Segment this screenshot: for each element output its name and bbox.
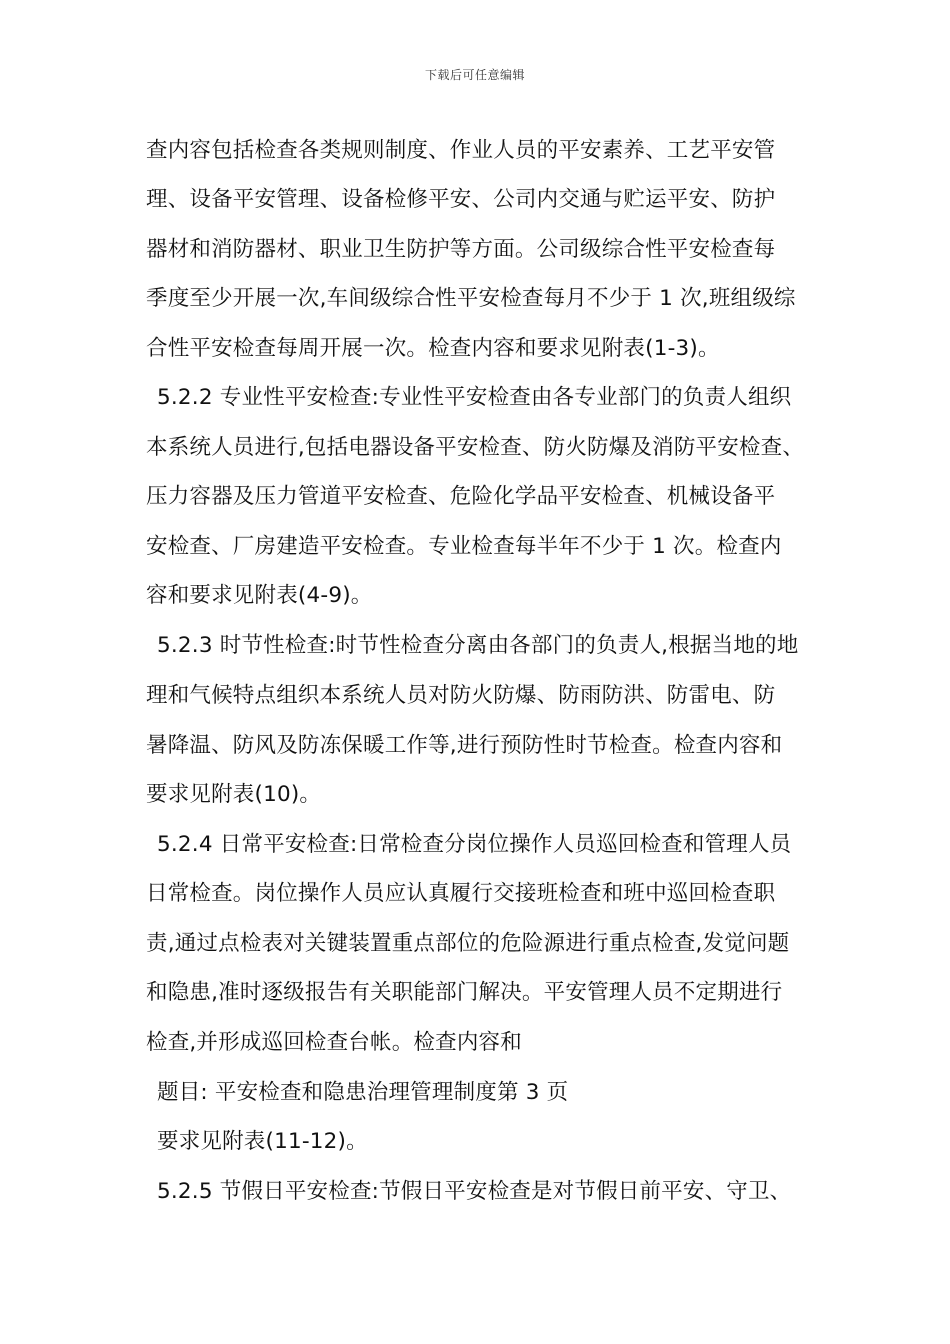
text-line: 器材和消防器材、职业卫生防护等方面。公司级综合性平安检查每 bbox=[146, 237, 776, 262]
page-title-footer: 题目: 平安检查和隐患治理管理制度第 3 页 bbox=[157, 1080, 569, 1105]
section-heading-5-2-4: 5.2.4 日常平安检查:日常检查分岗位操作人员巡回检查和管理人员 bbox=[157, 832, 792, 857]
section-heading-5-2-3: 5.2.3 时节性检查:时节性检查分离由各部门的负责人,根据当地的地 bbox=[157, 633, 799, 658]
text-line: 查内容包括检查各类规则制度、作业人员的平安素养、工艺平安管 bbox=[146, 138, 776, 163]
section-heading-5-2-2: 5.2.2 专业性平安检查:专业性平安检查由各专业部门的负责人组织 bbox=[157, 385, 792, 410]
page-header: 下载后可任意编辑 bbox=[424, 68, 525, 82]
text-line: 和隐患,准时逐级报告有关职能部门解决。平安管理人员不定期进行 bbox=[146, 980, 783, 1005]
text-line: 暑降温、防风及防冻保暖工作等,进行预防性时节检查。检查内容和 bbox=[146, 733, 783, 758]
text-line: 季度至少开展一次,车间级综合性平安检查每月不少于 1 次,班组级综 bbox=[146, 286, 796, 311]
section-heading-5-2-5: 5.2.5 节假日平安检查:节假日平安检查是对节假日前平安、守卫、 bbox=[157, 1179, 792, 1204]
text-line: 检查,并形成巡回检查台帐。检查内容和 bbox=[146, 1030, 522, 1055]
text-line: 责,通过点检表对关键装置重点部位的危险源进行重点检查,发觉问题 bbox=[146, 931, 790, 956]
text-line: 合性平安检查每周开展一次。检查内容和要求见附表(1-3)。 bbox=[146, 336, 720, 361]
text-line: 容和要求见附表(4-9)。 bbox=[146, 583, 373, 608]
text-line: 压力容器及压力管道平安检查、危险化学品平安检查、机械设备平 bbox=[146, 484, 776, 509]
text-line: 理、设备平安管理、设备检修平安、公司内交通与贮运平安、防护 bbox=[146, 187, 776, 212]
text-line: 要求见附表(10)。 bbox=[146, 782, 322, 807]
text-line: 要求见附表(11-12)。 bbox=[157, 1129, 368, 1154]
text-line: 安检查、厂房建造平安检查。专业检查每半年不少于 1 次。检查内 bbox=[146, 534, 782, 559]
text-line: 日常检查。岗位操作人员应认真履行交接班检查和班中巡回检查职 bbox=[146, 881, 776, 906]
text-line: 本系统人员进行,包括电器设备平安检查、防火防爆及消防平安检查、 bbox=[146, 435, 805, 460]
text-line: 理和气候特点组织本系统人员对防火防爆、防雨防洪、防雷电、防 bbox=[146, 683, 776, 708]
